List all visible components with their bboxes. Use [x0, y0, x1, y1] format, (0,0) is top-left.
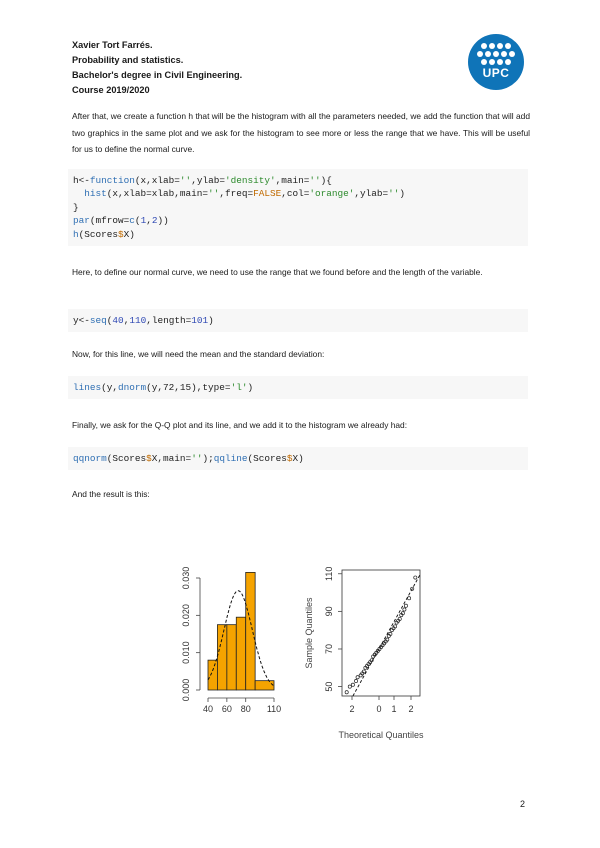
qq-point	[348, 685, 351, 688]
qq-reference-line	[353, 575, 420, 696]
histogram-bar	[246, 572, 255, 690]
histogram-bar	[236, 617, 245, 690]
x-tick-label: 2	[349, 704, 355, 714]
code-line: h(Scores$X)	[73, 228, 135, 240]
y-tick-label: 50	[324, 681, 334, 692]
x-tick-label: 1	[391, 704, 397, 714]
qq-point	[407, 597, 410, 600]
code-line: y<-seq(40,110,length=101)	[73, 315, 214, 326]
histogram-chart	[181, 567, 281, 714]
qq-point	[403, 608, 406, 611]
code-line: lines(y,dnorm(y,72,15),type='l')	[73, 382, 254, 393]
y-tick-label: 110	[324, 566, 334, 581]
code-line: hist(x,xlab=xlab,main='',freq=FALSE,col='orange',ylab='')	[73, 188, 406, 200]
x-tick-label: 40	[202, 704, 214, 714]
page-number: 2	[520, 799, 526, 809]
x-tick-label: 110	[266, 704, 282, 714]
degree-title: Bachelor's degree in Civil Engineering.	[72, 70, 243, 80]
course-year: Course 2019/2020	[72, 85, 150, 95]
qq-point	[356, 676, 359, 679]
qq-plot-frame	[342, 570, 420, 696]
logo-text: UPC	[482, 66, 510, 80]
paragraph-range: Here, to define our normal curve, we need to use the range that we found before and the length of the variable.	[72, 267, 483, 277]
code-line: qqnorm(Scores$X,main='');qqline(Scores$X)	[73, 453, 304, 464]
paragraph-qq: Finally, we ask for the Q-Q plot and its line, and we add it to the histogram we already had:	[72, 420, 408, 430]
y-axis-title: Sample Quantiles	[304, 597, 314, 669]
x-tick-label: 0	[376, 704, 382, 714]
x-axis-title: Theoretical Quantiles	[338, 730, 424, 740]
y-tick-label: 0.000	[181, 678, 191, 702]
code-line: par(mfrow=c(1,2))	[73, 215, 169, 227]
histogram-bar	[255, 681, 274, 690]
qq-point	[354, 679, 357, 682]
qq-plot-chart	[304, 567, 424, 740]
code-line: }	[73, 201, 79, 213]
x-tick-label: 60	[221, 704, 232, 714]
qq-point	[351, 683, 354, 686]
paragraph-result: And the result is this:	[72, 489, 150, 499]
y-tick-label: 90	[324, 606, 334, 617]
paragraph-mean-sd: Now, for this line, we will need the mean and the standard deviation:	[72, 349, 325, 359]
paragraph-intro: After that, we create a function h that will be the histogram with all the parameters needed, we add the function that will add two graphics in the same plot and we ask for the histogram to see more or less the range that we have. This will be useful for us to define the normal curve.	[72, 111, 530, 154]
histogram-bar	[227, 625, 236, 690]
histogram-bar	[208, 660, 217, 690]
y-tick-label: 0.020	[181, 604, 191, 627]
subject-title: Probability and statistics.	[72, 55, 184, 65]
code-line: h<-function(x,xlab='',ylab='density',main=''){	[73, 175, 332, 186]
histogram-bar	[217, 625, 226, 690]
y-tick-label: 0.010	[181, 641, 191, 664]
qq-point	[414, 576, 417, 579]
y-tick-label: 70	[324, 643, 334, 654]
x-tick-label: 2	[408, 704, 414, 714]
author-name: Xavier Tort Farrés.	[72, 40, 153, 50]
qq-point	[404, 604, 407, 607]
y-tick-label: 0.030	[181, 566, 191, 590]
qq-point	[345, 691, 348, 694]
x-tick-label: 80	[240, 704, 251, 714]
